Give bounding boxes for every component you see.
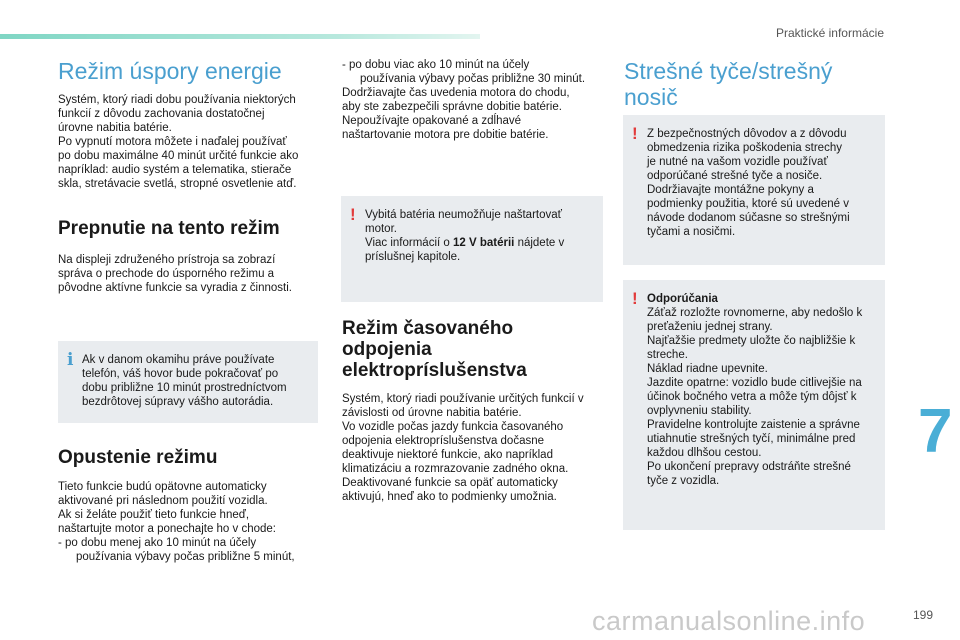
column-right (624, 58, 886, 110)
text-line: - po dobu viac ako 10 minút na účely (342, 59, 530, 71)
watermark-text: carmanualsonline.info (592, 606, 866, 636)
text-line: je nutné na vašom vozidle používať (647, 156, 828, 168)
text-line: naštartujte motor a ponechajte ho v chode: (58, 523, 277, 535)
text-line: správa o prechode do úsporného režimu a (58, 268, 275, 280)
header-accent-bar (0, 34, 480, 39)
text-line-with-bold (365, 236, 593, 250)
text-line: Po vypnutí motora môžete i naďalej používať (58, 136, 287, 148)
text-line: odpojenia elektropríslušenstva dočasne (342, 435, 545, 447)
text-line: klimatizáciu a rozmrazovanie zadného okna. (342, 463, 569, 475)
text-line: tyčami a nosičmi. (647, 226, 736, 238)
warning-icon: ! (632, 124, 638, 143)
column-middle-lower (342, 318, 604, 504)
text-line: Systém, ktorý riadi používanie určitých funkcií v (342, 393, 584, 405)
paragraph-switch-mode (58, 253, 320, 295)
text-line: odporúčané strešné tyče a nosiče. (647, 170, 823, 182)
text-line: aktivované pri následnom použití vozidla. (58, 495, 268, 507)
text-line: Dodržiavajte čas uvedenia motora do chodu, (342, 87, 570, 99)
text-line: skla, stretávacie svetlá, stropné osvetlenie atď. (58, 178, 297, 190)
text-line: podmienky použitia, ktoré sú uvedené v (647, 198, 850, 210)
text-line: aktivujú, hneď ako to podmienky umožnia. (342, 491, 557, 503)
text-line: Pravidelne kontrolujte zaistenie a správne (647, 419, 860, 431)
text-line: Deaktivované funkcie sa opäť automaticky (342, 477, 558, 489)
text-line: aby ste zabezpečili správne dobitie batérie. (342, 101, 562, 113)
text-line: pôvodne aktívne funkcie sa vyradia z činnosti. (58, 282, 292, 294)
text-line: ovplyvneniu stability. (647, 405, 752, 417)
text-line: napríklad: audio systém a telematika, stierače (58, 164, 292, 176)
text-line: obmedzenia rizika poškodenia strechy (647, 142, 842, 154)
heading-exit-mode: Opustenie režimu (58, 447, 218, 468)
heading-energy-saving: Režim úspory energie (58, 58, 282, 84)
text-line: Vybitá batéria neumožňuje naštartovať (365, 209, 562, 221)
warning-box-battery (341, 196, 603, 302)
heading-switch-mode: Prepnutie na tento režim (58, 218, 280, 239)
text-line: po dobu maximálne 40 minút určité funkcie ako (58, 150, 299, 162)
column-left (58, 58, 320, 295)
heading-roof-rack (624, 58, 886, 110)
text-line: deaktivuje niektoré funkcie, ako napríklad (342, 449, 553, 461)
text-span: nájdete v (514, 237, 565, 249)
text-line: návode dodanom súčasne so strešnými (647, 212, 850, 224)
text-line: každou dlhšou cestou. (647, 447, 762, 459)
text-line: Nepoužívajte opakované a zdĺhavé (342, 115, 522, 127)
text-line: účinok bočného vetra a môže tým dôjsť k (647, 391, 857, 403)
page-number: 199 (913, 608, 934, 622)
text-span: Viac informácií o (365, 237, 453, 249)
text-line: streche. (647, 349, 688, 361)
paragraph-timed-disconnect (342, 392, 604, 504)
heading-line: Strešné tyče/strešný (624, 58, 833, 84)
text-line: utiahnutie strešných tyčí, minimálne pred (647, 433, 856, 445)
text-line: naštartovanie motora pre dobitie batérie. (342, 129, 549, 141)
text-line: Vo vozidle počas jazdy funkcia časovaného (342, 421, 564, 433)
text-line: motor. (365, 223, 397, 235)
info-icon: i (67, 350, 74, 370)
heading-line: nosič (624, 84, 678, 110)
warning-icon: ! (350, 205, 356, 224)
text-line: telefón, váš hovor bude pokračovať po (82, 368, 279, 380)
text-line: používania výbavy počas približne 5 minút, (76, 551, 295, 563)
text-line: Ak si želáte použiť tieto funkcie hneď, (58, 509, 250, 521)
info-box-phone (58, 341, 318, 423)
paragraph-energy-intro (58, 93, 320, 191)
text-line: Záťaž rozložte rovnomerne, aby nedošlo k (647, 307, 863, 319)
text-line: tyče z vozidla. (647, 475, 720, 487)
column-middle (342, 58, 604, 142)
bold-term-12v-battery: 12 V batérii (453, 237, 515, 249)
text-line: Najťažšie predmety uložte čo najbližšie k (647, 335, 856, 347)
warning-box-recommendations (623, 280, 885, 530)
heading-line: Režim časovaného (342, 318, 514, 339)
text-line: Jazdite opatrne: vozidlo bude citlivejšie na (647, 377, 862, 389)
text-line: používania výbavy počas približne 30 minút. (360, 73, 586, 85)
heading-timed-disconnect (342, 318, 604, 381)
section-header: Praktické informácie (775, 26, 884, 40)
warning-box-roof-safety (623, 115, 885, 265)
text-line: funkcií z dôvodu zachovania dostatočnej (58, 108, 265, 120)
text-line: Náklad riadne upevnite. (647, 363, 768, 375)
heading-line: elektropríslušenstva (342, 360, 527, 381)
recommendations-title: Odporúčania (647, 293, 718, 305)
text-line: Z bezpečnostných dôvodov a z dôvodu (647, 128, 847, 140)
heading-line: odpojenia (342, 339, 432, 360)
text-line: Po ukončení prepravy odstráňte strešné (647, 461, 851, 473)
text-line: úrovne nabitia batérie. (58, 122, 172, 134)
text-line: závislosti od úrovne nabitia batérie. (342, 407, 522, 419)
text-line: dobu približne 10 minút prostredníctvom (82, 382, 287, 394)
text-line: príslušnej kapitole. (365, 251, 461, 263)
column-left-lower (58, 447, 320, 564)
text-line: Systém, ktorý riadi dobu používania niektorých (58, 94, 296, 106)
paragraph-dash-30min (342, 58, 604, 142)
text-line: Tieto funkcie budú opätovne automaticky (58, 481, 267, 493)
text-line: Na displeji združeného prístroja sa zobrazí (58, 254, 276, 266)
text-line: - po dobu menej ako 10 minút na účely (58, 537, 257, 549)
warning-icon: ! (632, 289, 638, 308)
text-line: preťaženiu jednej strany. (647, 321, 773, 333)
chapter-number: 7 (918, 397, 953, 466)
paragraph-exit-mode (58, 480, 320, 564)
text-line: Ak v danom okamihu práve používate (82, 354, 275, 366)
text-line: bezdrôtovej súpravy vášho autorádia. (82, 396, 274, 408)
text-line: Dodržiavajte montážne pokyny a (647, 184, 814, 196)
